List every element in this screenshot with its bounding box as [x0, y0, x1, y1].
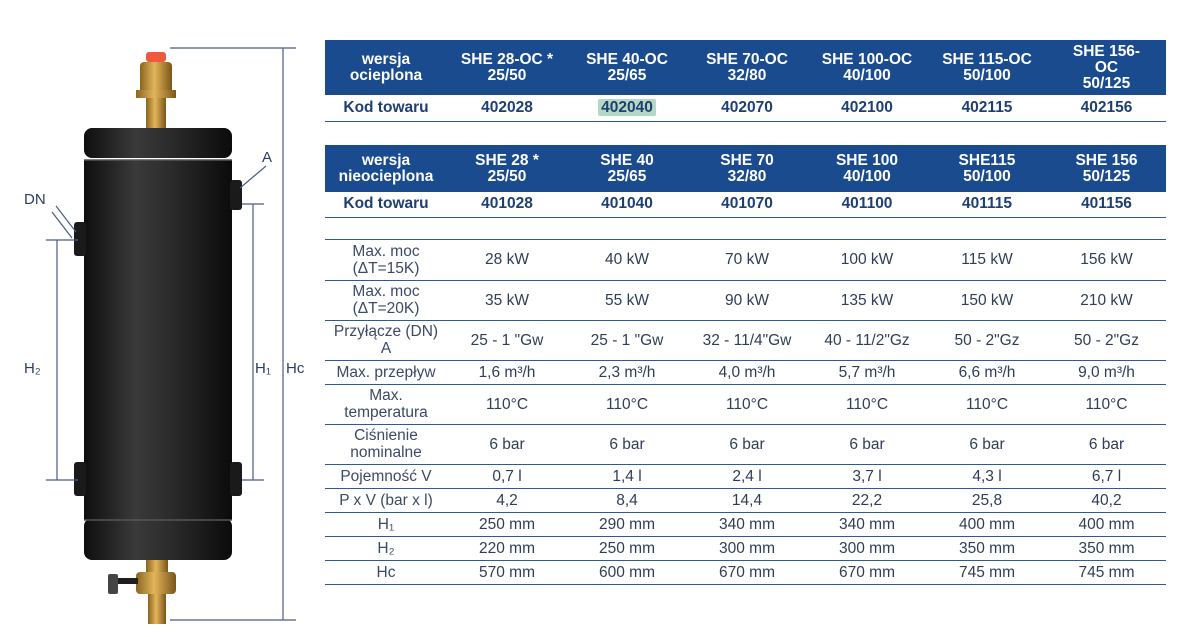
spec-value: 6,6 m³/h — [927, 360, 1047, 384]
model-header: SHE 156 50/125 — [1047, 145, 1166, 192]
model-header: SHE 70-OC 32/80 — [687, 40, 807, 95]
spec-value: 290 mm — [567, 512, 687, 536]
spec-value: 25 - 1 "Gw — [447, 320, 567, 360]
insulated-table — [325, 40, 1166, 122]
spec-value: 350 mm — [1047, 536, 1166, 560]
spec-value: 570 mm — [447, 560, 567, 584]
spacer-row — [325, 217, 1166, 239]
spec-value: 110°C — [567, 384, 687, 424]
spec-value: 110°C — [807, 384, 927, 424]
spec-row — [325, 488, 1166, 512]
spec-value: 2,3 m³/h — [567, 360, 687, 384]
spec-label: Max. temperatura — [325, 384, 447, 424]
spec-value: 6 bar — [447, 424, 567, 464]
code-label: Kod towaru — [325, 95, 447, 121]
spec-value: 6,7 l — [1047, 464, 1166, 488]
product-code: 402028 — [447, 95, 567, 121]
product-code: 402115 — [927, 95, 1047, 121]
insulated-header-row — [325, 40, 1166, 95]
product-code: 401028 — [447, 192, 567, 217]
product-code: 402156 — [1047, 95, 1166, 121]
spec-value: 400 mm — [927, 512, 1047, 536]
spec-value: 300 mm — [687, 536, 807, 560]
model-header: SHE 28-OC * 25/50 — [447, 40, 567, 95]
product-code: 401100 — [807, 192, 927, 217]
version-label: wersja nieocieplona — [325, 145, 447, 192]
spec-label: Ciśnienie nominalne — [325, 424, 447, 464]
spec-value: 1,6 m³/h — [447, 360, 567, 384]
spec-row — [325, 512, 1166, 536]
spec-value: 250 mm — [447, 512, 567, 536]
spec-value: 156 kW — [1047, 239, 1166, 280]
spec-value: 6 bar — [807, 424, 927, 464]
spec-label: Max. moc (ΔT=20K) — [325, 280, 447, 320]
spec-row — [325, 280, 1166, 320]
spec-value: 22,2 — [807, 488, 927, 512]
spec-row — [325, 384, 1166, 424]
spec-value: 110°C — [1047, 384, 1166, 424]
label-h1: H₁ — [255, 360, 271, 377]
spec-value: 25 - 1 "Gw — [567, 320, 687, 360]
spec-value: 28 kW — [447, 239, 567, 280]
spec-value: 14,4 — [687, 488, 807, 512]
spec-value: 100 kW — [807, 239, 927, 280]
spec-row — [325, 464, 1166, 488]
spec-value: 670 mm — [687, 560, 807, 584]
spec-row — [325, 560, 1166, 584]
spec-value: 110°C — [447, 384, 567, 424]
label-dn: DN — [24, 191, 46, 208]
model-header: SHE 28 * 25/50 — [447, 145, 567, 192]
uninsulated-header-row — [325, 145, 1166, 192]
label-h2: H₂ — [24, 360, 41, 377]
spec-value: 250 mm — [567, 536, 687, 560]
spec-value: 115 kW — [927, 239, 1047, 280]
spec-value: 4,3 l — [927, 464, 1047, 488]
spec-value: 350 mm — [927, 536, 1047, 560]
spec-value: 9,0 m³/h — [1047, 360, 1166, 384]
model-header: SHE 70 32/80 — [687, 145, 807, 192]
spec-value: 55 kW — [567, 280, 687, 320]
spec-value: 1,4 l — [567, 464, 687, 488]
product-code: 402100 — [807, 95, 927, 121]
spec-value: 745 mm — [1047, 560, 1166, 584]
spec-label: Pojemność V — [325, 464, 447, 488]
version-label: wersja ocieplona — [325, 40, 447, 95]
spec-value: 745 mm — [927, 560, 1047, 584]
product-code-highlighted — [567, 95, 687, 121]
spec-row — [325, 424, 1166, 464]
spec-value: 2,4 l — [687, 464, 807, 488]
spec-value: 6 bar — [927, 424, 1047, 464]
model-header: SHE 115-OC 50/100 — [927, 40, 1047, 95]
model-header: SHE 156- OC 50/125 — [1047, 40, 1166, 95]
label-a: A — [262, 149, 273, 166]
spec-row — [325, 360, 1166, 384]
spec-value: 40 - 11/2"Gz — [807, 320, 927, 360]
spec-label: H₁ — [325, 512, 447, 536]
highlight-mark: 402040 — [598, 99, 656, 116]
spec-value: 35 kW — [447, 280, 567, 320]
spec-row — [325, 239, 1166, 280]
spec-value: 110°C — [687, 384, 807, 424]
spec-value: 25,8 — [927, 488, 1047, 512]
spec-label: P x V (bar x l) — [325, 488, 447, 512]
spec-value: 3,7 l — [807, 464, 927, 488]
model-header: SHE115 50/100 — [927, 145, 1047, 192]
spec-value: 135 kW — [807, 280, 927, 320]
product-code: 401115 — [927, 192, 1047, 217]
spec-value: 4,2 — [447, 488, 567, 512]
air-vent — [136, 52, 176, 128]
model-header: SHE 40-OC 25/65 — [567, 40, 687, 95]
model-header: SHE 100 40/100 — [807, 145, 927, 192]
model-header: SHE 40 25/65 — [567, 145, 687, 192]
insulated-code-row — [325, 95, 1166, 121]
model-header: SHE 100-OC 40/100 — [807, 40, 927, 95]
spec-label: H₂ — [325, 536, 447, 560]
spec-value: 40,2 — [1047, 488, 1166, 512]
spec-value: 670 mm — [807, 560, 927, 584]
spec-value: 600 mm — [567, 560, 687, 584]
spec-value: 110°C — [927, 384, 1047, 424]
spec-value: 6 bar — [567, 424, 687, 464]
separator-diagram — [0, 0, 310, 637]
spec-value: 5,7 m³/h — [807, 360, 927, 384]
spec-value: 150 kW — [927, 280, 1047, 320]
uninsulated-code-row — [325, 192, 1166, 217]
spec-value: 6 bar — [687, 424, 807, 464]
spec-value: 300 mm — [807, 536, 927, 560]
spec-value: 210 kW — [1047, 280, 1166, 320]
product-code: 402070 — [687, 95, 807, 121]
spec-value: 4,0 m³/h — [687, 360, 807, 384]
product-code: 401040 — [567, 192, 687, 217]
spec-value: 32 - 11/4"Gw — [687, 320, 807, 360]
spec-label: Max. przepływ — [325, 360, 447, 384]
spec-value: 40 kW — [567, 239, 687, 280]
spec-label: Hc — [325, 560, 447, 584]
product-code: 401156 — [1047, 192, 1166, 217]
uninsulated-table — [325, 145, 1166, 585]
spec-value: 400 mm — [1047, 512, 1166, 536]
spec-row — [325, 536, 1166, 560]
spec-value: 8,4 — [567, 488, 687, 512]
spec-value: 50 - 2"Gz — [1047, 320, 1166, 360]
spec-value: 340 mm — [807, 512, 927, 536]
label-hc: Hc — [286, 360, 305, 377]
spec-value: 6 bar — [1047, 424, 1166, 464]
spec-value: 0,7 l — [447, 464, 567, 488]
code-label: Kod towaru — [325, 192, 447, 217]
insulated-body — [84, 128, 232, 560]
spec-row — [325, 320, 1166, 360]
drain-valve — [108, 560, 176, 624]
spec-value: 220 mm — [447, 536, 567, 560]
spec-value: 340 mm — [687, 512, 807, 536]
spec-label: Max. moc (ΔT=15K) — [325, 239, 447, 280]
product-code: 401070 — [687, 192, 807, 217]
spec-value: 90 kW — [687, 280, 807, 320]
spec-rows — [325, 239, 1166, 584]
spec-label: Przyłącze (DN) A — [325, 320, 447, 360]
spec-value: 50 - 2"Gz — [927, 320, 1047, 360]
spec-value: 70 kW — [687, 239, 807, 280]
